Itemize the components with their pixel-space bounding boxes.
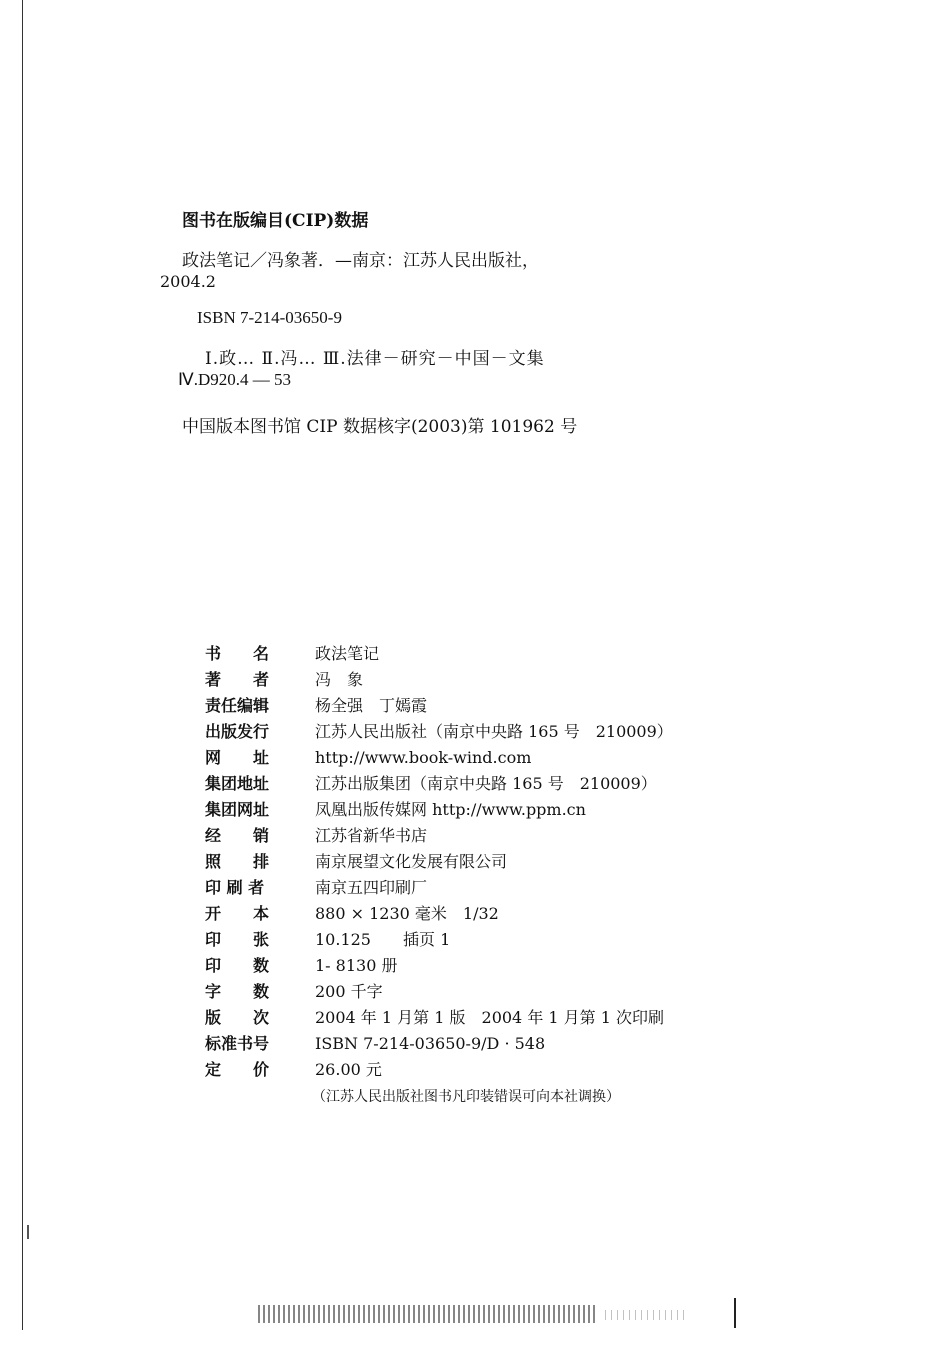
imprint-row <box>205 1032 673 1058</box>
imprint-key: 印 数 <box>205 956 270 975</box>
scan-artifact <box>605 1310 685 1320</box>
imprint-row <box>205 642 673 668</box>
imprint-row <box>205 668 673 694</box>
imprint-row <box>205 720 673 746</box>
scan-mark <box>27 1225 29 1239</box>
imprint-row <box>205 798 673 824</box>
imprint-value: 凤凰出版传媒网 http://www.ppm.cn <box>315 800 586 819</box>
imprint-row <box>205 772 673 798</box>
left-margin-line <box>22 0 23 1330</box>
imprint-value: 880 × 1230 毫米 1/32 <box>315 904 499 923</box>
scan-artifact <box>258 1305 598 1323</box>
cip-classification-1: Ⅰ.政… Ⅱ.冯… Ⅲ.法律－研究－中国－文集 <box>205 349 545 369</box>
imprint-key: 著 者 <box>205 670 270 689</box>
cip-line2: 2004.2 <box>160 272 216 291</box>
replacement-notice: （江苏人民出版社图书凡印装错误可向本社调换） <box>312 1089 620 1105</box>
imprint-value: 冯 象 <box>315 670 364 689</box>
imprint-key: 经 销 <box>205 826 270 845</box>
imprint-value: 南京五四印刷厂 <box>315 878 428 897</box>
imprint-value: 南京展望文化发展有限公司 <box>315 852 508 871</box>
imprint-row <box>205 746 673 772</box>
imprint-key: 版 次 <box>205 1008 270 1027</box>
imprint-block <box>205 642 673 1084</box>
imprint-key: 书 名 <box>205 644 270 663</box>
imprint-row <box>205 694 673 720</box>
imprint-value: 江苏人民出版社（南京中央路 165 号 210009） <box>315 722 673 741</box>
imprint-row <box>205 850 673 876</box>
imprint-value: 200 千字 <box>315 982 383 1001</box>
imprint-key: 印 张 <box>205 930 270 949</box>
imprint-key: 印 刷 者 <box>205 878 265 897</box>
imprint-row <box>205 1058 673 1084</box>
imprint-row <box>205 902 673 928</box>
cip-check-number: 中国版本图书馆 CIP 数据核字(2003)第 101962 号 <box>182 417 578 437</box>
imprint-key: 标准书号 <box>205 1034 270 1053</box>
scan-artifact <box>734 1298 736 1328</box>
imprint-value: 10.125 插页 1 <box>315 930 451 949</box>
imprint-value: 江苏省新华书店 <box>315 826 428 845</box>
imprint-key: 定 价 <box>205 1060 270 1079</box>
cip-classification-2: Ⅳ.D920.4 — 53 <box>178 370 291 389</box>
imprint-row <box>205 928 673 954</box>
imprint-row <box>205 824 673 850</box>
imprint-row <box>205 980 673 1006</box>
imprint-value: 1- 8130 册 <box>315 956 398 975</box>
imprint-key: 照 排 <box>205 852 270 871</box>
imprint-value: ISBN 7-214-03650-9/D · 548 <box>315 1034 546 1053</box>
imprint-value: 政法笔记 <box>315 644 380 663</box>
imprint-key: 开 本 <box>205 904 270 923</box>
imprint-value: 2004 年 1 月第 1 版 2004 年 1 月第 1 次印刷 <box>315 1008 665 1027</box>
imprint-value: 杨全强 丁嫣霞 <box>315 696 428 715</box>
imprint-row <box>205 1006 673 1032</box>
imprint-key: 集团地址 <box>205 774 270 793</box>
imprint-value: 江苏出版集团（南京中央路 165 号 210009） <box>315 774 657 793</box>
cip-line1: 政法笔记／冯象著．—南京：江苏人民出版社， <box>182 251 539 271</box>
imprint-row <box>205 876 673 902</box>
cip-isbn: ISBN 7-214-03650-9 <box>197 308 342 327</box>
imprint-row <box>205 954 673 980</box>
imprint-key: 出版发行 <box>205 722 270 741</box>
imprint-key: 字 数 <box>205 982 270 1001</box>
imprint-key: 责任编辑 <box>205 696 270 715</box>
imprint-key: 集团网址 <box>205 800 270 819</box>
imprint-value: http://www.book-wind.com <box>315 748 532 767</box>
cip-title: 图书在版编目(CIP)数据 <box>182 211 369 231</box>
imprint-key: 网 址 <box>205 748 270 767</box>
imprint-value: 26.00 元 <box>315 1060 382 1079</box>
